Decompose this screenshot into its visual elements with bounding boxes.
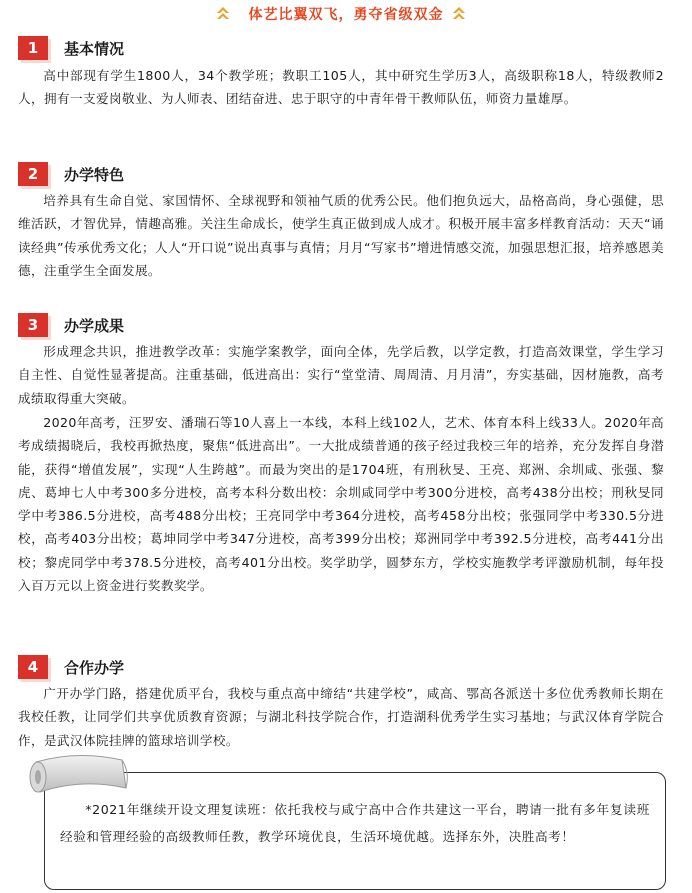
section-title: 合作办学 [64, 659, 125, 677]
double-chevron-up-icon [452, 6, 466, 22]
section-title: 办学特色 [64, 166, 125, 184]
section-paragraph: 广开办学门路，搭建优质平台，我校与重点高中缔结“共建学校”，咸高、鄂高各派送十多位优秀教师长期在我校任教，让同学们共享优质教育资源；与湖北科技学院合作，打造湖科优秀学生实习基地；与武汉体育学院合作，是武汉体院挂牌的篮球培训学校。 [18, 686, 664, 748]
section-header [18, 162, 678, 186]
section-paragraph: 培养具有生命自觉、家国情怀、全球视野和领袖气质的优秀公民。他们抱负远大，品格高尚，身心强健，思维活跃，才智优异，情趣高雅。关注生命成长，使学生真正做到成人成才。积极开展丰富多样教育活动：天天“诵读经典”传承优秀文化；人人“开口说”说出真事与真情；月月“写家书”增进情感交流，加强思想汇报，培养感恩美德，注重学生全面发展。 [18, 193, 664, 278]
section-number-badge: 4 [18, 655, 48, 679]
section-paragraph: 高中部现有学生1800人，34个教学班；教职工105人，其中研究生学历3人，高级职称18人，特级教师2人，拥有一支爱岗敬业、为人师表、团结奋进、忠于职守的中青年骨干教师队伍，师资力量雄厚。 [18, 68, 665, 107]
note-text: *2021年继续开设文理复读班：依托我校与咸宁高中合作共建这一平台，聘请一批有多年复读班经验和管理经验的高级教师任教，教学环境优良，生活环境优越。选择东外，决胜高考！ [60, 802, 650, 844]
banner-title: 体艺比翼双飞，勇夺省级双金 [248, 7, 444, 23]
section-header [18, 655, 678, 679]
section-title: 基本情况 [64, 40, 125, 58]
section-number-badge: 1 [18, 36, 48, 60]
section-number-badge: 2 [18, 162, 48, 186]
section-title: 办学成果 [64, 317, 125, 335]
top-banner [0, 0, 692, 30]
section-paragraph: 形成理念共识，推进教学改革：实施学案教学，面向全体，先学后教，以学定教，打造高效课堂，学生学习自主性、自觉性显著提高。注重基础，低进高出：实行“堂堂清、周周清、月月清”，夯实基础，因材施教，高考成绩取得重大突破。 [18, 344, 664, 406]
section-number-badge: 3 [18, 313, 48, 337]
section-paragraph: 2020年高考，汪罗安、潘瑞石等10人喜上一本线，本科上线102人，艺术、体育本科上线33人。2020年高考成绩揭晓后，我校再掀热度，聚焦“低进高出”。一大批成绩普通的孩子经过我校三年的培养，充分发挥自身潜能，获得“增值发展”，实现“人生跨越”。而最为突出的是1704班，有刑秋旻、王亮、郑洲、余圳咸、张强、黎虎、葛坤七人中考300多分进校，高考本科分数出校：余圳咸同学中考300分进校，高考438分出校；刑秋旻同学中考386.5分进校，高考488分出校；王亮同学中考364分进校，高考458分出校；张强同学中考330.5分进校，高考403分出校；葛坤同学中考347分进校，高考399分出校；郑洲同学中考392.5分进校，高考441分出校；黎虎同学中考378.5分进校，高考401分出校。奖学助学，圆梦东方，学校实施教学考评激励机制，每年投入百万元以上资金进行奖教奖学。 [18, 415, 664, 594]
section-header [18, 313, 678, 337]
section-header [18, 36, 678, 60]
